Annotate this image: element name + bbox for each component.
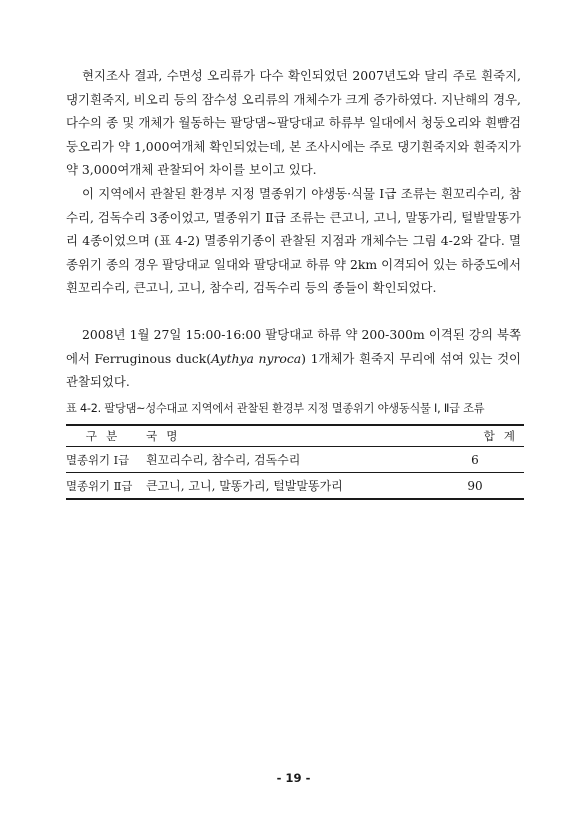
paragraph-survey-results-text: 현지조사 결과, 수면성 오리류가 다수 확인되었던 2007년도와 달리 주로 흰죽지, 댕기흰죽지, 비오리 등의 잠수성 오리류의 개체수가 크게 증가하였다. 지난해의 경우, 다수의 종 및 개체가 월동하는 팔당댐~팔당대교 하류부 일대에서 청둥오리와 흰뺨검둥오리가 약 1,000여개체 확인되었는데, 본 조사시에는 주로 댕기흰죽지와 흰죽지가 약 3,000여개체 관찰되어 차이를 보이고 있다. [66, 68, 521, 178]
row-species: 큰고니, 고니, 말똥가리, 털발말똥가리 [146, 473, 426, 500]
page-number: - 19 - [276, 771, 311, 785]
row-total: 90 [426, 473, 524, 500]
paragraph-endangered-species [66, 182, 521, 300]
endangered-species-table [66, 424, 524, 500]
row-total: 6 [426, 447, 524, 473]
row-species: 흰꼬리수리, 참수리, 검독수리 [146, 447, 426, 473]
paragraph-endangered-species-text: 이 지역에서 관찰된 환경부 지정 멸종위기 야생동·식물 Ⅰ급 조류는 흰꼬리수리, 참수리, 검독수리 3종이었고, 멸종위기 Ⅱ급 조류는 큰고니, 고니, 말똥가리, 털발말똥가리 4종이었으며 (표 4-2) 멸종위기종이 관찰된 지점과 개체수는 그림 4-2와 같다. 멸종위기 종의 경우 팔당대교 일대와 팔당대교 하류 약 2km 이격되어 있는 하중도에서 흰꼬리수리, 큰고니, 고니, 참수리, 검독수리 등의 종들이 확인되었다. [66, 186, 521, 296]
paragraph-ferruginous-duck-text-after: ) 1개체가 흰죽지 무리에 섞여 있는 것이 관찰되었다. [66, 350, 522, 390]
header-category: 구분 [66, 425, 146, 447]
row-category: 멸종위기 Ⅰ급 [66, 447, 146, 473]
paragraph-ferruginous-duck [66, 323, 521, 394]
table-caption: 표 4-2. 팔당댐~성수대교 지역에서 관찰된 환경부 지정 멸종위기 야생동식물 Ⅰ, Ⅱ급 조류 [66, 402, 485, 415]
table-row [66, 473, 524, 500]
scientific-name: Aythya nyroca [211, 350, 302, 366]
paragraph-survey-results [66, 64, 521, 182]
paragraph-ferruginous-duck-text-before: 2008년 1월 27일 15:00-16:00 팔당대교 하류 약 200-300m 이격된 강의 북쪽에서 Ferruginous duck( [66, 327, 521, 366]
table-header-row [66, 425, 524, 447]
header-species: 국명 [146, 425, 426, 447]
table-row [66, 447, 524, 473]
header-total: 합계 [426, 425, 524, 447]
row-category: 멸종위기 Ⅱ급 [66, 473, 146, 500]
